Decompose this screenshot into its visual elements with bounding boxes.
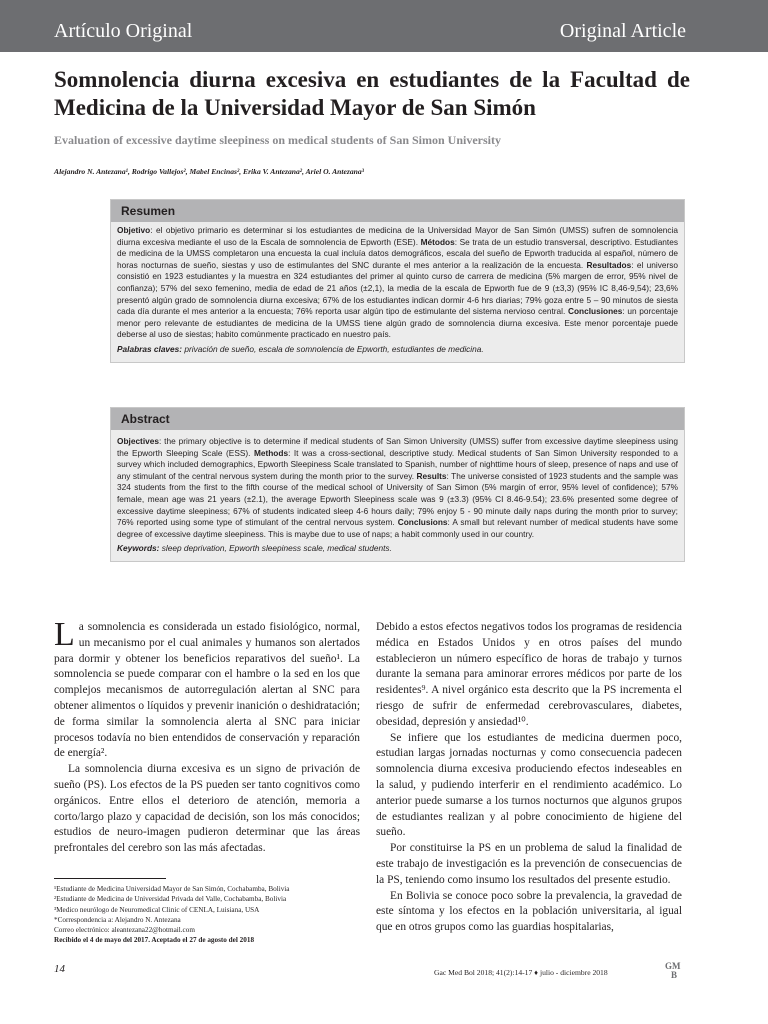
abstract-text xyxy=(111,430,684,540)
resultados-label: Resultados xyxy=(586,259,632,270)
abstract-box xyxy=(110,407,685,562)
right-paragraph-1: Debido a estos efectos negativos todos los programas de residencia médica en Estados Unidos y en otros países del mundo establecieron un número específico de horas de trabajo y turnos durante la semana para aminorar errores médicos por parte de los residentes⁹. A nivel orgánico esta descrito que la PS incrementa el riesgo de sufrir de enfermedad cerebrovasculares, diabetes, obesidad, depresión y ansiedad¹⁰. xyxy=(376,621,682,728)
page-number: 14 xyxy=(54,963,65,975)
footnote-divider xyxy=(54,878,166,879)
results-text: : The universe consisted of 1923 students and the sample was 324 students from the first to the fifth course of the medical school of University of San Simon (5% margin of error, 95% level of confidence); 57% female, mean age was 21 years (±2.1), the average Epworth Sleepiness scale was 9 (±3.3) (95% CI 8.46-9.54); 23.6% presented some degree of excessive daytime sleepiness; 67% of students indicated sleep 4-6 hours daily; 79% enjoy 5 - 90 minute daily naps during the month prior to survey; 76% reported using some type of stimulant of the central nervous system. xyxy=(117,470,678,528)
metodos-label: Métodos xyxy=(420,236,455,247)
footnote-2: ²Estudiante de Medicina de Universidad Privada del Valle, Cochabamba, Bolivia xyxy=(54,895,287,904)
journal-logo-top: GM xyxy=(665,961,681,971)
palabras-claves-label: Palabras claves: xyxy=(117,343,183,354)
resultados-text: : el universo consistió en 1923 estudiantes y la muestra en 324 estudiantes del primer al quinto curso de carrera de medicina (5% margen de error, 95% nivel de confianza); 57% del sexo femenino, media de edad de 21 años (±2,1), la media de la escala de Epworth fue de 9 (±3,3) (95% IC 8,46-9,54); 23,6% presentó algún grado de somnolencia diurna excesiva; 67% de los estudiantes indican dormir 4-6 hrs diarias; 79% goza entre 5 – 90 minutos de siesta cada día durante el mes anterior a la encuesta; 76% reporta usar algún tipo de estimulante del sistema nervioso central. xyxy=(117,259,678,317)
body-column-right xyxy=(376,620,682,936)
intro-paragraph-1 xyxy=(54,616,360,762)
conclusions-label: Conclusions xyxy=(397,517,448,528)
keywords-label: Keywords: xyxy=(117,543,160,554)
results-label: Results xyxy=(416,470,447,481)
footnote-1: ¹Estudiante de Medicina Universidad Mayor de San Simón, Cochabamba, Bolivia xyxy=(54,885,290,893)
abstract-heading: Abstract xyxy=(111,408,684,430)
body-column-left xyxy=(54,616,360,857)
conclusiones-text: : un porcentaje menor pero relevante de estudiantes de medicina de la UMSS tiene algún grado de somnolencia diurna excesiva. Este menor porcentaje puede deberse al uso de siestas; habito comúnmente practicado en nuestro país. xyxy=(117,306,678,340)
conclusiones-label: Conclusiones xyxy=(567,306,623,317)
journal-logo-bottom: B xyxy=(671,970,678,980)
intro-paragraph-1-text: a somnolencia es considerada un estado fisiológico, normal, un mecanismo por el cual animales y humanos son alertados para dormir y obtener los beneficios reparativos del sueño¹. La somnolencia se puede comparar con el hambre o la sed en los que complejos mecanismos de autorregulación alertan al SNC para obtener alimentos o líquidos y prevenir inanición o deshidratación; de forma similar la somnolencia alerta al SNC para iniciar procesos todavía no bien entendidos de conservación y reparación de energía². xyxy=(54,621,360,760)
objectives-label: Objectives xyxy=(117,436,159,446)
header-bar xyxy=(0,0,768,52)
abstract-keywords xyxy=(111,540,684,561)
methods-text: : It was a cross-sectional, descriptive study. Medical students of San Simon University responded to a survey which included demographics, Epworth Sleepiness Scale translated to Spanish, number of nighttime hours of sleep, presence of naps and use of any stimulant of the central nervous system during the month prior to the survey. xyxy=(117,447,678,481)
journal-citation: Gac Med Bol 2018; 41(2):14-17 ♦ julio - diciembre 2018 xyxy=(434,968,608,977)
right-paragraph-4: En Bolivia se conoce poco sobre la prevalencia, la gravedad de este síntoma y los efectos en la población universitaria, al igual que en otros grupos como las guardias hospitalarias, xyxy=(376,889,682,934)
objetivo-label: Objetivo xyxy=(117,225,151,235)
conclusions-text: : A small but relevant number of medical students have some degree of excessive daytime sleepiness. This is maybe due to use of naps; a habit commonly used in our country. xyxy=(117,517,678,539)
intro-paragraph-2: La somnolencia diurna excesiva es un signo de privación de sueño (PS). Los efectos de la PS pueden ser tanto cognitivos como orgánicos. Entre ellos el deterioro de atención, memoria a corto/largo plazo y capacidad de decisión, son los más conocidos; estudios de neuro-imagen pudieron determinar que las áreas prefrontales del cerebro son las más afectadas. xyxy=(54,763,360,855)
author-list: Alejandro N. Antezana¹, Rodrigo Vallejos², Mabel Encinas², Erika V. Antezana², Ariel O. Antezana³ xyxy=(54,167,364,176)
footnote-dates: Recibido el 4 de mayo del 2017. Aceptado el 27 de agosto del 2018 xyxy=(54,936,255,945)
footnote-correspondence: *Correspondencia a: Alejandro N. Antezana xyxy=(54,915,181,924)
objetivo-text: : el objetivo primario es determinar si los estudiantes de medicina de la Universidad Mayor de San Simón (UMSS) sufren de somnolencia diurna excesiva mediante el uso de la Escala de somnolencia de Epworth (ESE). xyxy=(117,225,678,247)
objectives-text: : the primary objective is to determine if medical students of San Simon University (UMSS) suffer from excessive daytime sleepiness using the Epworth Sleeping Scale (ESS). xyxy=(117,436,678,458)
resumen-heading: Resumen xyxy=(111,200,684,222)
footnote-3: ³Medico neurólogo de Neuromedical Clinic of CENLA, Luisiana, USA xyxy=(54,905,260,914)
keywords-text: sleep deprivation, Epworth sleepiness scale, medical students. xyxy=(159,543,392,554)
footnote-email: Correo electrónico: aleantezana22@hotmail.com xyxy=(54,926,195,935)
resumen-keywords xyxy=(111,341,684,362)
resumen-box xyxy=(110,199,685,363)
right-paragraph-2: Se infiere que los estudiantes de medicina duermen poco, estudian largas jornadas nocturnas y como consecuencia padecen somnolencia diurna excesiva produciendo efectos indeseables en la salud, y pudiendo interferir en el rendimiento académico. Lo anterior puede sumarse a los turnos nocturnos que algunos grupos de estudiantes realizan y al pobre conocimiento de higiene del sueño. xyxy=(376,731,682,839)
article-title: Somnolencia diurna excesiva en estudiantes de la Facultad de Medicina de la Universidad Mayor de San Simón xyxy=(54,67,690,120)
section-label-en: Original Article xyxy=(559,20,686,42)
drop-cap: L xyxy=(54,616,75,653)
resumen-text xyxy=(111,222,684,341)
section-label-es: Artículo Original xyxy=(54,20,193,42)
metodos-text: : Se trata de un estudio transversal, descriptivo. Estudiantes de medicina de la UMSS completaron una encuesta la cual incluía datos demográficos, escala del sueño de Epworth traducida al español, número de horas nocturnas de sueño, siestas y uso de estimulantes del SNC durante el mes anterior a la realización de la encuesta. xyxy=(117,236,678,270)
palabras-claves-text: privación de sueño, escala de somnolencia de Epworth, estudiantes de medicina. xyxy=(182,343,484,354)
footnotes xyxy=(54,884,360,946)
right-paragraph-3: Por constituirse la PS en un problema de salud la finalidad de este trabajo de investigación es la prevención de consecuencias de la PS, teniendo como insumo los resultados del presente estudio. xyxy=(376,842,682,886)
journal-logo xyxy=(665,962,687,980)
article-subtitle: Evaluation of excessive daytime sleepiness on medical students of San Simon University xyxy=(54,133,502,147)
methods-label: Methods xyxy=(253,447,289,458)
